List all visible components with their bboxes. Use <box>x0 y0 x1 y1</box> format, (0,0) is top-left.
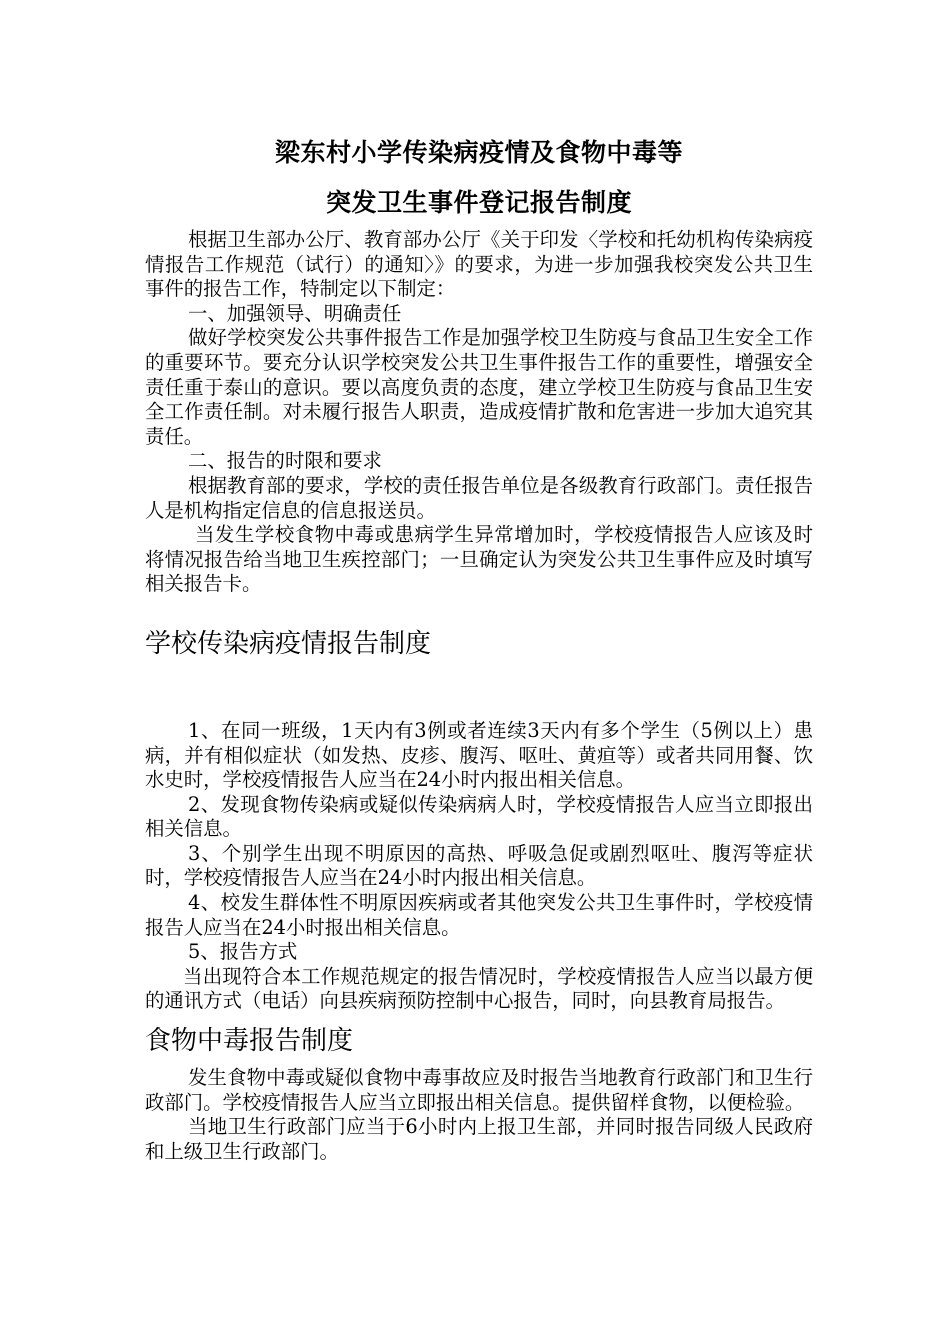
section-title-food-poisoning: 食物中毒报告制度 <box>145 1026 354 1057</box>
title-line-2: 突发卫生事件登记报告制度 <box>325 188 632 217</box>
epidemic-item-3: 3、个别学生出现不明原因的高热、呼吸急促或剧烈呕吐、腹泻等症状时，学校疫情报告人应当在24小时内报出相关信息。 <box>145 841 813 890</box>
epidemic-item-5-body: 当出现符合本工作规范规定的报告情况时，学校疫情报告人应当以最方便的通讯方式（电话）向县疾病预防控制中心报告，同时，向县教育局报告。 <box>145 964 813 1013</box>
epidemic-item-4: 4、校发生群体性不明原因疾病或者其他突发公共卫生事件时，学校疫情报告人应当在24小时报出相关信息。 <box>145 891 813 939</box>
section2-body-2: 当发生学校食物中毒或患病学生异常增加时，学校疫情报告人应该及时将情况报告给当地卫生疾控部门；一旦确定认为突发公共卫生事件应及时填写相关报告卡。 <box>145 523 813 596</box>
epidemic-item-5: 5、报告方式 <box>188 940 298 964</box>
food-paragraph-1: 发生食物中毒或疑似食物中毒事故应及时报告当地教育行政部门和卫生行政部门。学校疫情报告人应当立即报出相关信息。提供留样食物，以便检验。 <box>145 1066 813 1114</box>
epidemic-item-1: 1、在同一班级，1天内有3例或者连续3天内有多个学生（5例以上）患病，并有相似症状（如发热、皮疹、腹泻、呕吐、黄疸等）或者共同用餐、饮水史时，学校疫情报告人应当在24小时内报出相关信息。 <box>145 718 813 792</box>
epidemic-item-2: 2、发现食物传染病或疑似传染病病人时，学校疫情报告人应当立即报出相关信息。 <box>145 792 813 841</box>
intro-paragraph: 根据卫生部办公厅、教育部办公厅《关于印发〈学校和托幼机构传染病疫情报告工作规范（试行）的通知〉》的要求，为进一步加强我校突发公共卫生事件的报告工作，特制定以下制定： <box>145 228 813 301</box>
section1-heading: 一、加强领导、明确责任 <box>188 301 402 325</box>
section2-body-1: 根据教育部的要求，学校的责任报告单位是各级教育行政部门。责任报告人是机构指定信息的信息报送员。 <box>145 473 813 522</box>
food-paragraph-2: 当地卫生行政部门应当于6小时内上报卫生部，并同时报告同级人民政府和上级卫生行政部门。 <box>145 1115 813 1163</box>
document-content <box>145 128 813 1164</box>
title-line-1: 梁东村小学传染病疫情及食物中毒等 <box>274 138 683 167</box>
section-title-epidemic-report: 学校传染病疫情报告制度 <box>145 628 432 659</box>
section1-body: 做好学校突发公共事件报告工作是加强学校卫生防疫与食品卫生安全工作的重要环节。要充分认识学校突发公共卫生事件报告工作的重要性，增强安全责任重于泰山的意识。要以高度负责的态度，建立学校卫生防疫与食品卫生安全工作责任制。对未履行报告人职责，造成疫情扩散和危害进一步加大追究其责任。 <box>145 326 813 448</box>
section2-heading: 二、报告的时限和要求 <box>188 449 382 473</box>
